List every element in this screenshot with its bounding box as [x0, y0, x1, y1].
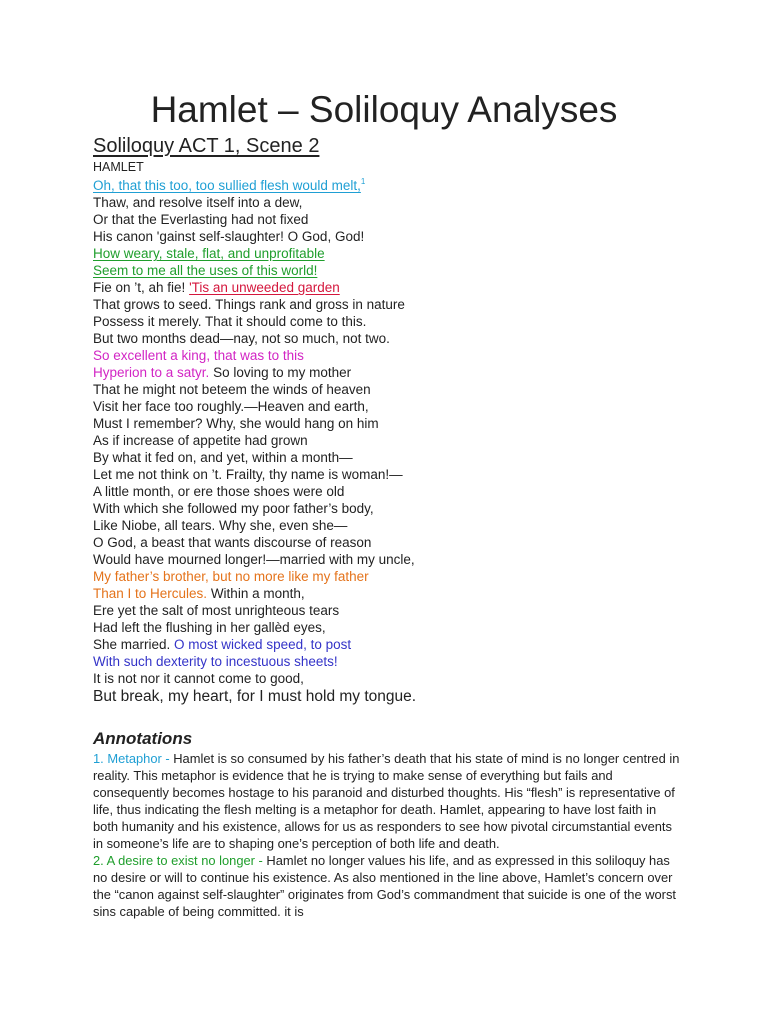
annotations-heading: Annotations — [93, 729, 193, 748]
poem-line-highlighted: With such dexterity to incestuous sheets! — [93, 654, 338, 669]
poem-line: Had left the flushing in her gallèd eyes, — [93, 620, 326, 635]
highlighted-phrase: Oh, that this too, too sullied flesh would melt, — [93, 178, 361, 193]
poem-line — [93, 279, 416, 296]
highlighted-phrase: Than I to Hercules. — [93, 586, 208, 601]
poem-line: O God, a beast that wants discourse of reason — [93, 535, 372, 550]
poem-line — [93, 364, 416, 381]
poem-line — [93, 636, 416, 653]
section-heading: Soliloquy ACT 1, Scene 2 — [93, 135, 320, 157]
poem-line: Or that the Everlasting had not fixed — [93, 212, 309, 227]
poem-line-highlighted: So excellent a king, that was to this — [93, 348, 304, 363]
poem-line-highlighted: How weary, stale, flat, and unprofitable — [93, 246, 325, 261]
highlighted-phrase: Hyperion to a satyr. — [93, 365, 210, 380]
poem-line — [93, 177, 416, 194]
annotation-text: Hamlet no longer values his life, and as expressed in this soliloquy has no desire or will to continue his existence. As also mentioned in the line above, Hamlet’s concern over the “canon against self-slaughter” originates from God’s commandment that suicide is one of the worst sins capable of being committed. it is — [93, 853, 676, 919]
poem-line: As if increase of appetite had grown — [93, 433, 308, 448]
line-text: Within a month, — [207, 586, 305, 601]
poem-line: A little month, or ere those shoes were old — [93, 484, 345, 499]
page-title: Hamlet – Soliloquy Analyses — [150, 89, 618, 130]
poem-line: Like Niobe, all tears. Why she, even she— — [93, 518, 348, 533]
poem-line: But two months dead—nay, not so much, not two. — [93, 331, 390, 346]
annotation-label: 2. A desire to exist no longer - — [93, 853, 267, 868]
line-text: Fie on ’t, ah fie! — [93, 280, 190, 295]
poem-line: That grows to seed. Things rank and gross in nature — [93, 297, 405, 312]
poem-line: Possess it merely. That it should come to this. — [93, 314, 367, 329]
poem-line: By what it fed on, and yet, within a month— — [93, 450, 353, 465]
poem-line: That he might not beteem the winds of heaven — [93, 382, 371, 397]
poem-line: With which she followed my poor father’s body, — [93, 501, 374, 516]
annotation-text: Hamlet is so consumed by his father’s death that his state of mind is no longer centred in reality. This metaphor is evidence that he is trying to make sense of everything but fails and consequently becomes hostage to his paranoid and disturbed thoughts. His “flesh” is representative of life, thus indicating the flesh melting is a metaphor for death. Hamlet, appearing to have lost faith in both humanity and his existence, allows for us as responders to see how pivotal circumstantial events in someone’s life are to shaping one’s perception of both life and death. — [93, 751, 680, 851]
poem-line: Visit her face too roughly.—Heaven and earth, — [93, 399, 369, 414]
poem-line: Would have mourned longer!—married with my uncle, — [93, 552, 415, 567]
annotation-item — [93, 750, 681, 852]
poem-line: Ere yet the salt of most unrighteous tears — [93, 603, 340, 618]
poem-final-line: But break, my heart, for I must hold my tongue. — [93, 688, 417, 705]
poem-line: Thaw, and resolve itself into a dew, — [93, 195, 303, 210]
poem-line — [93, 585, 416, 602]
soliloquy-text — [93, 177, 416, 706]
line-text: She married. — [93, 637, 175, 652]
poem-line: His canon 'gainst self-slaughter! O God, God! — [93, 229, 365, 244]
annotations-body — [93, 750, 681, 920]
footnote-marker: 1 — [360, 177, 366, 186]
poem-line-highlighted: My father’s brother, but no more like my father — [93, 569, 369, 584]
highlighted-phrase: 'Tis an unweeded garden — [189, 280, 340, 295]
line-text: So loving to my mother — [209, 365, 352, 380]
poem-line: Must I remember? Why, she would hang on him — [93, 416, 379, 431]
speaker-name: HAMLET — [93, 160, 144, 174]
poem-line-highlighted: Seem to me all the uses of this world! — [93, 263, 318, 278]
highlighted-phrase: O most wicked speed, to post — [174, 637, 352, 652]
poem-line: Let me not think on ’t. Frailty, thy name is woman!— — [93, 467, 403, 482]
poem-line: It is not nor it cannot come to good, — [93, 671, 304, 686]
annotation-item — [93, 852, 681, 920]
annotation-label: 1. Metaphor - — [93, 751, 174, 766]
